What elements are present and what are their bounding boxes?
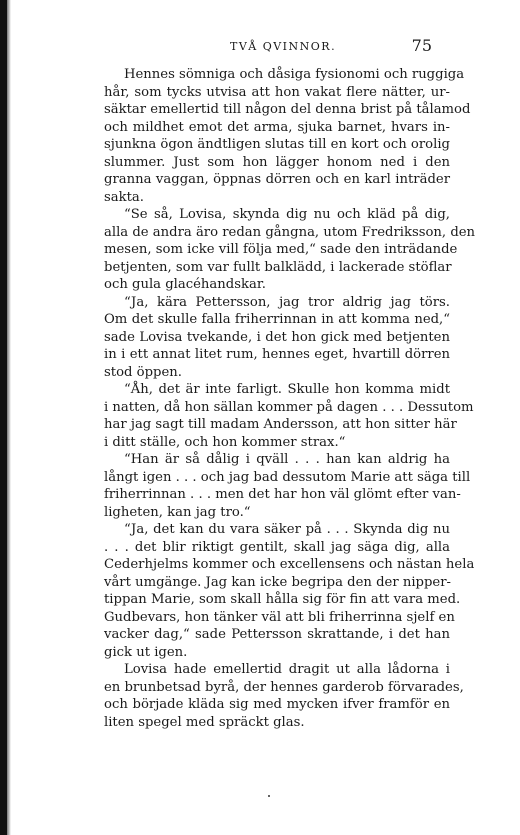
text-line: Om det skulle falla friherrinnan in att komma ned,“ bbox=[104, 312, 450, 327]
text-line: friherrinnan . . . men det har hon väl glömt efter van- bbox=[104, 487, 461, 502]
running-title: TVÅ QVINNOR. bbox=[230, 40, 337, 53]
page-number: 75 bbox=[411, 36, 432, 55]
text-line: mesen, som icke vill följa med,“ sade den inträdande bbox=[104, 242, 458, 257]
text-line: liten spegel med spräckt glas. bbox=[104, 714, 305, 730]
print-speck bbox=[268, 795, 270, 797]
text-line: alla de andra äro redan gångna, utom Fredriksson, den bbox=[104, 224, 476, 240]
text-line: “Se så, Lovisa, skynda dig nu och kläd på dig, bbox=[124, 207, 450, 222]
text-line: har jag sagt till madam Andersson, att hon sitter här bbox=[104, 417, 457, 432]
page-header bbox=[100, 38, 432, 56]
text-line: ligheten, kan jag tro.“ bbox=[104, 504, 251, 520]
page-edge bbox=[0, 0, 7, 835]
text-line: “Ja, det kan du vara säker på . . . Skynda dig nu bbox=[124, 522, 450, 537]
text-line: i natten, då hon sällan kommer på dagen . . . Dessutom bbox=[104, 399, 474, 415]
text-line: och började kläda sig med mycken ifver framför en bbox=[104, 697, 450, 712]
text-line: vacker dag,“ sade Pettersson skrattande, i det han bbox=[104, 627, 450, 642]
text-line: in i ett annat litet rum, hennes eget, hvartill dörren bbox=[104, 347, 450, 362]
text-line: “Åh, det är inte farligt. Skulle hon komma midt bbox=[124, 382, 450, 397]
text-line: hår, som tycks utvisa att hon vakat flere nätter, ur- bbox=[104, 84, 450, 100]
text-line: gick ut igen. bbox=[104, 644, 188, 660]
text-line: sjunkna ögon ändtligen slutas till en kort och orolig bbox=[104, 137, 450, 152]
text-line: och mildhet emot det arma, sjuka barnet, hvars in- bbox=[104, 119, 450, 135]
gutter-shadow bbox=[7, 0, 11, 835]
text-line: “Ja, kära Pettersson, jag tror aldrig jag törs. bbox=[124, 294, 450, 310]
text-line: tippan Marie, som skall hålla sig för fin att vara med. bbox=[104, 592, 461, 607]
text-line: Gudbevars, hon tänker väl att bli friherrinna sjelf en bbox=[104, 609, 455, 625]
text-line: sakta. bbox=[104, 189, 144, 205]
text-line: granna vaggan, öppnas dörren och en karl inträder bbox=[104, 172, 450, 187]
body-text bbox=[104, 66, 476, 731]
text-line: Lovisa hade emellertid dragit ut alla lådorna i bbox=[124, 662, 450, 677]
text-line: säktar emellertid till någon del denna brist på tålamod bbox=[104, 102, 471, 117]
text-line: . . . det blir riktigt gentilt, skall jag säga dig, alla bbox=[104, 539, 450, 555]
text-line: vårt umgänge. Jag kan icke begripa den der nipper- bbox=[104, 574, 451, 590]
text-line: stod öppen. bbox=[104, 364, 182, 380]
text-line: långt igen . . . och jag bad dessutom Marie att säga till bbox=[104, 469, 471, 485]
text-line: sade Lovisa tvekande, i det hon gick med betjenten bbox=[104, 329, 450, 345]
text-line: betjenten, som var fullt balklädd, i lackerade stöflar bbox=[104, 259, 452, 275]
text-line: en brunbetsad byrå, der hennes garderob förvarades, bbox=[104, 679, 464, 695]
text-line: och gula glacéhandskar. bbox=[104, 277, 266, 292]
text-line: i ditt ställe, och hon kommer strax.“ bbox=[104, 434, 346, 450]
text-line: slummer. Just som hon lägger honom ned i den bbox=[104, 154, 450, 170]
text-line: “Han är så dålig i qväll . . . han kan aldrig ha bbox=[124, 452, 450, 467]
text-line: Cederhjelms kommer och excellensens och nästan hela bbox=[104, 557, 475, 572]
text-line: Hennes sömniga och dåsiga fysionomi och ruggiga bbox=[124, 67, 465, 82]
